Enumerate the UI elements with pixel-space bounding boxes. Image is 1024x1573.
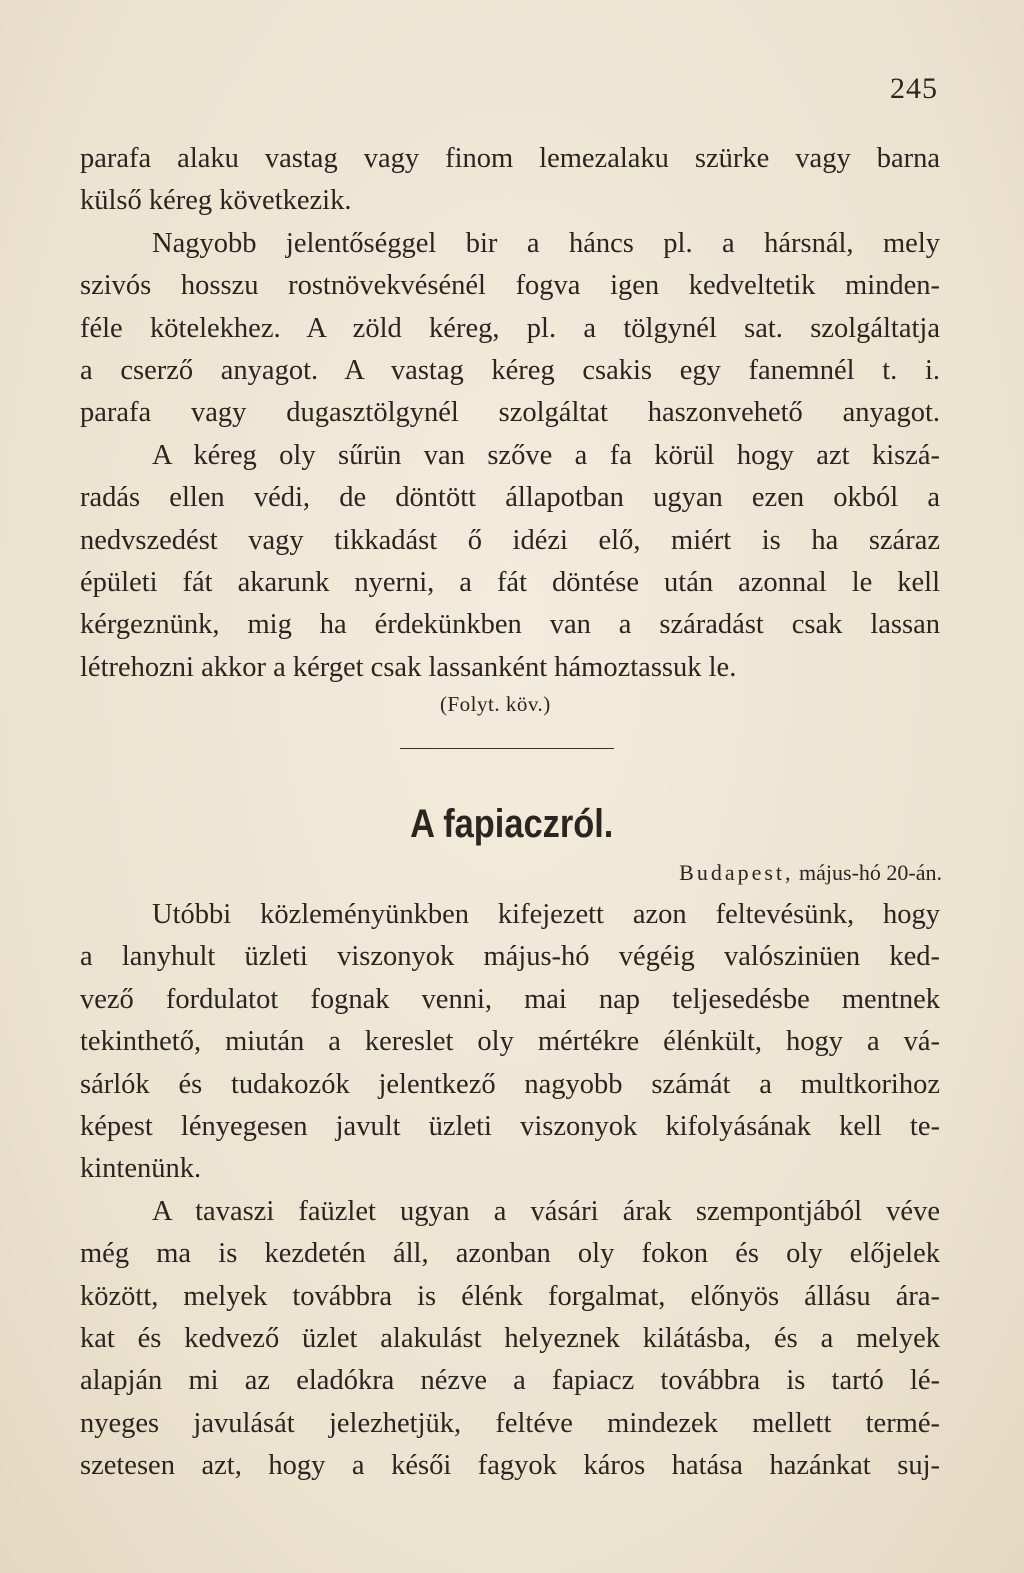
- text-line: szetesen azt, hogy a késői fagyok káros hatása hazánkat suj-: [80, 1450, 940, 1482]
- text-line: kintenünk.: [80, 1153, 202, 1185]
- text-line: A kéreg oly sűrün van szőve a fa körül hogy azt kiszá-: [152, 439, 940, 471]
- text-line: között, melyek továbbra is élénk forgalmat, előnyös állásu ára-: [80, 1280, 940, 1312]
- text-line: külső kéreg következik.: [80, 185, 352, 217]
- dateline: [679, 860, 942, 886]
- text-line: parafa vagy dugasztölgynél szolgáltat haszonvehető anyagot.: [80, 397, 940, 429]
- text-line: alapján mi az eladókra nézve a fapiacz továbbra is tartó lé-: [80, 1365, 940, 1397]
- page-number: 245: [890, 72, 938, 105]
- text-line: a cserző anyagot. A vastag kéreg csakis egy fanemnél t. i.: [80, 355, 940, 387]
- text-line: nyeges javulását jelezhetjük, feltéve mindezek mellett termé-: [80, 1407, 940, 1439]
- text-line: parafa alaku vastag vagy finom lemezalaku szürke vagy barna: [80, 143, 940, 174]
- text-line: Utóbbi közleményünkben kifejezett azon feltevésünk, hogy: [152, 899, 940, 930]
- article-text-block: [80, 894, 940, 1488]
- text-line: Nagyobb jelentőséggel bir a háncs pl. a hársnál, mely: [152, 227, 940, 259]
- text-line: vező fordulatot fognak venni, mai nap teljesedésbe mentnek: [80, 983, 940, 1015]
- intro-text-block: [80, 138, 940, 689]
- dateline-place: Budapest,: [679, 860, 794, 885]
- text-line: sárlók és tudakozók jelentkező nagyobb számát a multkorihoz: [80, 1068, 940, 1100]
- text-line: a lanyhult üzleti viszonyok május-hó végéig valószinüen ked-: [80, 941, 940, 973]
- article-title: A fapiaczról.: [410, 802, 614, 846]
- text-line: féle kötelekhez. A zöld kéreg, pl. a tölgynél sat. szolgáltatja: [80, 312, 940, 344]
- text-line: létrehozni akkor a kérget csak lassanként hámoztassuk le.: [80, 651, 737, 683]
- section-divider: [400, 748, 614, 749]
- text-line: szivós hosszu rostnövekvésénél fogva igen kedveltetik minden-: [80, 270, 940, 302]
- text-line: nedvszedést vagy tikkadást ő idézi elő, miért is ha száraz: [80, 524, 940, 556]
- text-line: A tavaszi faüzlet ugyan a vásári árak szempontjából véve: [152, 1195, 940, 1227]
- text-line: képest lényegesen javult üzleti viszonyok kifolyásának kell te-: [80, 1111, 940, 1143]
- continued-note: (Folyt. köv.): [440, 692, 551, 716]
- dateline-date: május-hó 20-án.: [799, 860, 942, 885]
- text-line: radás ellen védi, de döntött állapotban ugyan ezen okból a: [80, 482, 940, 514]
- text-line: kat és kedvező üzlet alakulást helyeznek kilátásba, és a melyek: [80, 1323, 940, 1355]
- text-line: épületi fát akarunk nyerni, a fát döntése után azonnal le kell: [80, 567, 940, 599]
- text-line: kérgeznünk, mig ha érdekünkben van a száradást csak lassan: [80, 609, 940, 641]
- text-line: még ma is kezdetén áll, azonban oly fokon és oly előjelek: [80, 1238, 940, 1270]
- text-line: tekinthető, miután a kereslet oly mértékre élénkült, hogy a vá-: [80, 1026, 940, 1058]
